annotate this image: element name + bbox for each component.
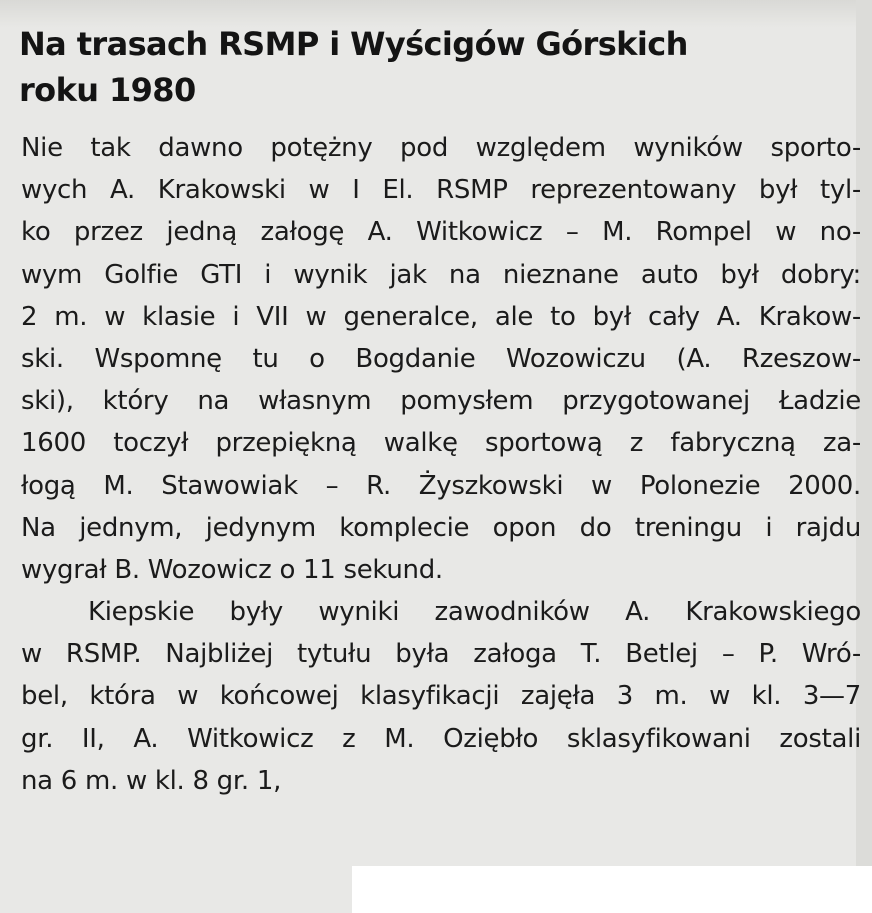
text-line: na 6 m. w kl. 8 gr. 1, [21, 765, 282, 796]
text-line: bel, która w końcowej klasyfikacji zajęła 3 m. w kl. 3—7 [21, 681, 861, 712]
text-line: 2 m. w klasie i VII w generalce, ale to był cały A. Krakow- [21, 301, 861, 332]
paragraph-1 [21, 127, 861, 591]
text-line: 1600 toczył przepiękną walkę sportową z fabryczną za- [21, 428, 861, 459]
text-line: Kiepskie były wyniki zawodników A. Krakowskiego [88, 597, 861, 628]
title-line-2: roku 1980 [19, 71, 196, 109]
text-line: Nie tak dawno potężny pod względem wyników sporto- [21, 133, 861, 163]
text-line: w RSMP. Najbliżej tytułu była załoga T. Betlej – P. Wró- [21, 639, 861, 670]
text-line: ski), który na własnym pomysłem przygotowanej Ładzie [21, 386, 861, 417]
text-line: wym Golfie GTI i wynik jak na nieznane auto był dobry: [21, 259, 861, 290]
text-line: Na jednym, jedynym komplecie opon do treningu i rajdu [21, 512, 861, 543]
scan-blank-corner [352, 866, 872, 913]
text-line: wygrał B. Wozowicz o 11 sekund. [21, 554, 443, 585]
article-body [21, 127, 861, 802]
text-line: gr. II, A. Witkowicz z M. Oziębło sklasyfikowani zostali [21, 723, 861, 754]
text-line: ko przez jedną załogę A. Witkowicz – M. Rompel w no- [21, 217, 861, 248]
text-line: łogą M. Stawowiak – R. Żyszkowski w Polonezie 2000. [21, 470, 861, 501]
paragraph-2 [21, 591, 861, 802]
article-title [19, 21, 859, 113]
text-line: wych A. Krakowski w I El. RSMP reprezentowany był tyl- [21, 175, 861, 206]
text-line: ski. Wspomnę tu o Bogdanie Wozowiczu (A. Rzeszow- [21, 343, 861, 374]
title-line-1: Na trasach RSMP i Wyścigów Górskich [19, 25, 688, 63]
